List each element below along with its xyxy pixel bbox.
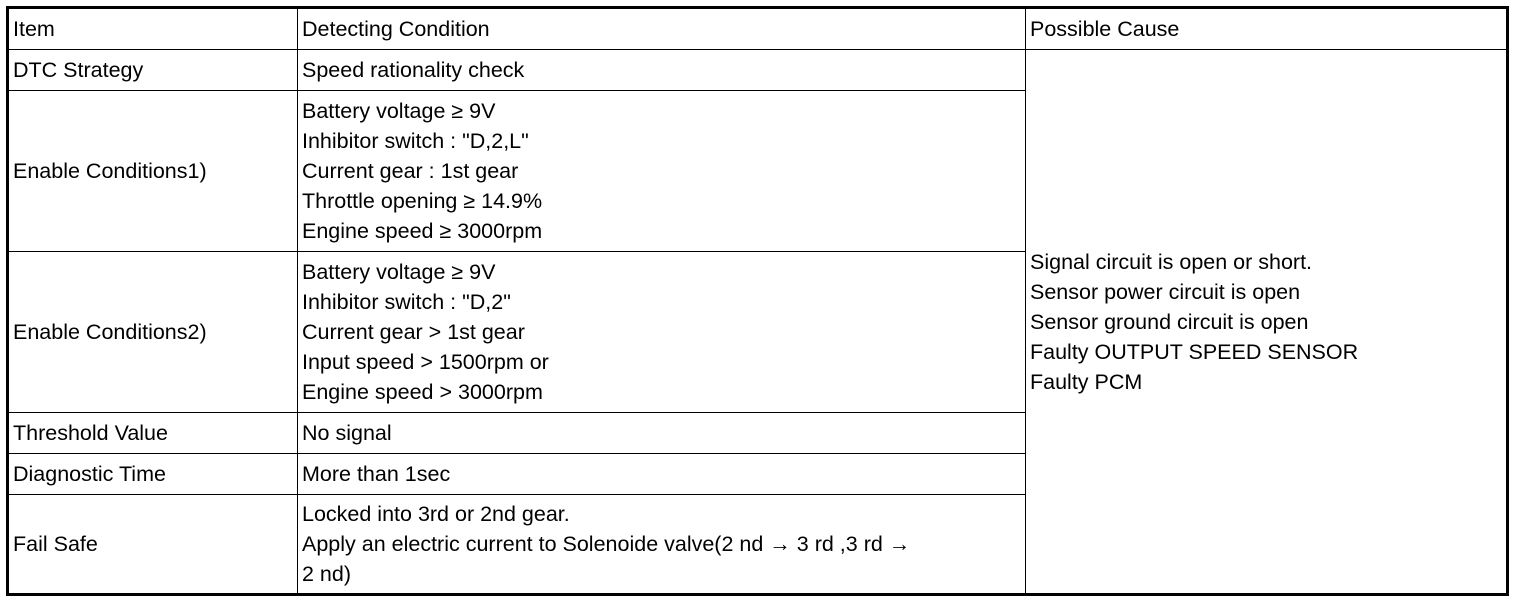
header-row: [8, 8, 1508, 50]
condition-cell: [298, 454, 1026, 495]
item-cell: DTC Strategy: [8, 50, 298, 91]
condition-line: 2 nd): [302, 562, 352, 586]
header-item: Item: [8, 8, 298, 50]
item-cell: Threshold Value: [8, 413, 298, 454]
condition-cell: [298, 91, 1026, 252]
condition-line: Throttle opening ≥ 14.9%: [302, 189, 543, 213]
condition-line: Battery voltage ≥ 9V: [302, 99, 496, 123]
item-cell: Enable Conditions2): [8, 252, 298, 413]
header-cause: Possible Cause: [1026, 8, 1508, 50]
condition-line: Battery voltage ≥ 9V: [302, 260, 496, 284]
condition-line: Current gear : 1st gear: [302, 159, 519, 183]
cause-line: Sensor ground circuit is open: [1030, 309, 1309, 334]
condition-line: Inhibitor switch : "D,2,L": [302, 129, 529, 153]
condition-line: More than 1sec: [302, 462, 451, 486]
condition-cell: [298, 50, 1026, 91]
condition-cell: [298, 252, 1026, 413]
cause-cell: [1026, 50, 1508, 595]
header-condition: Detecting Condition: [298, 8, 1026, 50]
condition-line: Engine speed > 3000rpm: [302, 380, 543, 404]
condition-line: Speed rationality check: [302, 58, 525, 82]
condition-line: Input speed > 1500rpm or: [302, 350, 549, 374]
cause-line: Sensor power circuit is open: [1030, 279, 1301, 304]
cause-line: Faulty OUTPUT SPEED SENSOR: [1030, 339, 1359, 364]
item-cell: Fail Safe: [8, 495, 298, 595]
dtc-table: [6, 6, 1509, 596]
item-cell: Enable Conditions1): [8, 91, 298, 252]
table-row: [8, 50, 1508, 91]
cause-line: Faulty PCM: [1030, 369, 1143, 394]
condition-line: Locked into 3rd or 2nd gear.: [302, 502, 570, 526]
cause-line: Signal circuit is open or short.: [1030, 249, 1313, 274]
condition-cell: [298, 413, 1026, 454]
condition-line: No signal: [302, 421, 392, 445]
condition-cell: [298, 495, 1026, 595]
condition-line: Inhibitor switch : "D,2": [302, 290, 511, 314]
condition-line: Apply an electric current to Solenoide valve(2 nd → 3 rd ,3 rd →: [302, 532, 911, 556]
condition-line: Current gear > 1st gear: [302, 320, 525, 344]
item-cell: Diagnostic Time: [8, 454, 298, 495]
condition-line: Engine speed ≥ 3000rpm: [302, 219, 543, 243]
